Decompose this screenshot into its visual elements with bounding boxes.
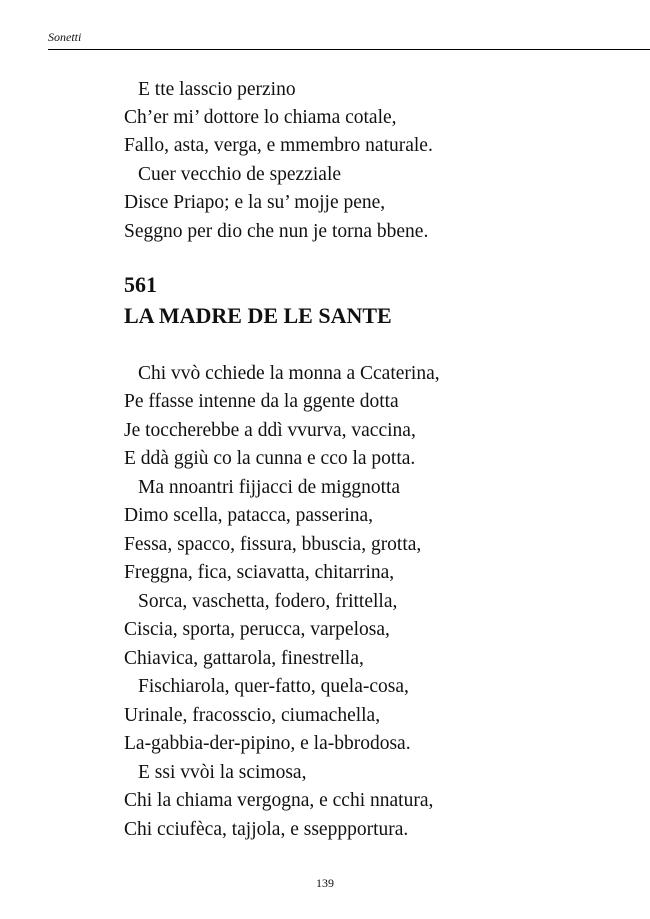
header-rule <box>48 49 650 50</box>
poem-number: 561 <box>124 272 157 297</box>
verse-line: Seggno per dio che nun je torna bbene. <box>124 221 429 242</box>
verse-line: Chiavica, gattarola, finestrella, <box>124 648 364 669</box>
verse-line: Ma nnoantri fijjacci de miggnotta <box>138 477 401 498</box>
verse-line: Fessa, spacco, fissura, bbuscia, grotta, <box>124 534 422 555</box>
verse-line: Fischiarola, quer-fatto, quela-cosa, <box>138 676 409 697</box>
verse-line: E tte lasscio perzino <box>138 79 296 100</box>
verse-line: Chi vvò cchiede la monna a Ccaterina, <box>138 363 440 384</box>
verse-line: Chi cciufèca, tajjola, e sseppportura. <box>124 819 409 840</box>
verse-line: Je toccherebbe a ddì vvurva, vaccina, <box>124 420 416 441</box>
verse-line: Dimo scella, patacca, passerina, <box>124 505 374 526</box>
running-header: Sonetti <box>48 30 82 44</box>
verse-line: E ddà ggiù co la cunna e cco la potta. <box>124 448 416 469</box>
verse-line: E ssi vvòi la scimosa, <box>138 762 307 783</box>
verse-line: Ciscia, sporta, perucca, varpelosa, <box>124 619 390 640</box>
verse-line: Cuer vecchio de spezziale <box>138 164 342 185</box>
page-number: 139 <box>316 876 334 890</box>
verse-line: Ch’er mi’ dottore lo chiama cotale, <box>124 107 397 128</box>
verse-line: Chi la chiama vergogna, e cchi nnatura, <box>124 790 434 811</box>
verse-line: Fallo, asta, verga, e mmembro naturale. <box>124 135 433 156</box>
verse-line: Urinale, fracosscio, ciumachella, <box>124 705 381 726</box>
verse-line: Freggna, fica, sciavatta, chitarrina, <box>124 562 395 583</box>
verse-line: La-gabbia-der-pipino, e la-bbrodosa. <box>124 733 411 754</box>
verse-line: Disce Priapo; e la su’ mojje pene, <box>124 192 386 213</box>
verse-line: Pe ffasse intenne da la ggente dotta <box>124 391 399 412</box>
verse-line: Sorca, vaschetta, fodero, frittella, <box>138 591 398 612</box>
poem-title: LA MADRE DE LE SANTE <box>124 303 392 328</box>
